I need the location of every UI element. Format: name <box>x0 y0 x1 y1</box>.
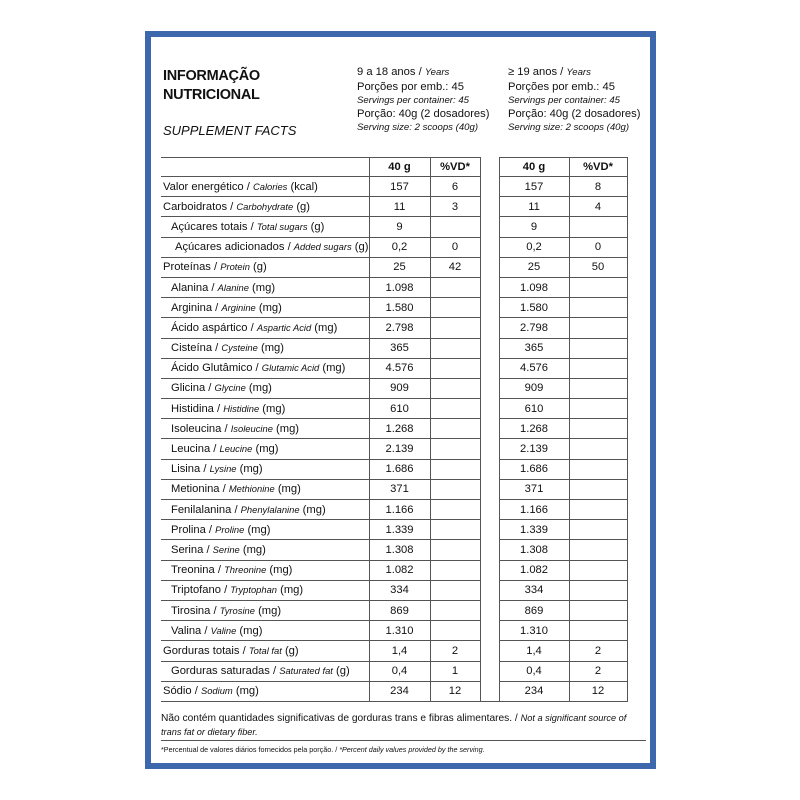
dv-a: 42 <box>430 257 480 277</box>
dv-footnote-en: *Percent daily values provided by the serving. <box>339 745 485 754</box>
amount-a: 610 <box>369 399 430 419</box>
nutrient-name-pt: Treonina / <box>171 564 221 577</box>
amount-b: 1.339 <box>499 520 569 540</box>
dv-a <box>430 459 480 479</box>
dv-b: 2 <box>569 641 627 661</box>
table-row <box>161 399 627 419</box>
nutrient-label <box>161 177 369 197</box>
amount-b: 157 <box>499 177 569 197</box>
amount-b: 9 <box>499 217 569 237</box>
amount-a: 234 <box>369 681 430 701</box>
table-row <box>161 318 627 338</box>
table-row <box>161 600 627 620</box>
column-gap <box>480 338 499 358</box>
amount-b: 1.082 <box>499 560 569 580</box>
column-gap <box>480 500 499 520</box>
nutrient-name-pt: Glicina / <box>171 382 212 395</box>
nutrient-unit: (g) <box>284 644 299 657</box>
dv-b <box>569 560 627 580</box>
dv-a <box>430 560 480 580</box>
dv-a: 2 <box>430 641 480 661</box>
amount-a: 1.268 <box>369 419 430 439</box>
column-gap <box>480 419 499 439</box>
nutrient-name-en: Serine <box>212 543 240 555</box>
dv-b <box>569 621 627 641</box>
nutrient-name-pt: Açúcares totais / <box>171 220 254 233</box>
nutrient-name-pt: Arginina / <box>171 301 219 314</box>
table-row <box>161 459 627 479</box>
group-a-age-en: Years <box>424 67 450 78</box>
nutrient-label <box>161 641 369 661</box>
table-row <box>161 520 627 540</box>
nutrient-unit: (kcal) <box>290 180 318 193</box>
table-row <box>161 378 627 398</box>
nutrient-unit: (mg) <box>255 443 279 456</box>
nutrient-name-en: Glutamic Acid <box>261 362 320 374</box>
dv-a <box>430 600 480 620</box>
table-row <box>161 439 627 459</box>
amount-a: 157 <box>369 177 430 197</box>
nutrient-name-en: Added sugars <box>293 241 352 253</box>
nutrient-name-en: Saturated fat <box>279 665 333 677</box>
title-line2: NUTRICIONAL <box>163 87 260 103</box>
nutrient-label <box>161 277 369 297</box>
dv-b <box>569 520 627 540</box>
nutrient-name-en: Protein <box>220 261 250 273</box>
nutrient-name-en: Tryptophan <box>230 584 278 596</box>
nutrient-name-pt: Ácido aspártico / <box>171 321 254 334</box>
nutrient-label <box>161 237 369 257</box>
amount-a: 1.310 <box>369 621 430 641</box>
nutrient-name-pt: Gorduras saturadas / <box>171 665 277 678</box>
nutrient-label <box>161 257 369 277</box>
nutrient-name-en: Isoleucine <box>230 422 273 434</box>
nutrient-unit: (mg) <box>242 543 266 556</box>
nutrient-label <box>161 399 369 419</box>
dv-b: 4 <box>569 197 627 217</box>
column-gap <box>480 177 499 197</box>
amount-b: 0,4 <box>499 661 569 681</box>
nutrient-name-en: Valine <box>210 624 237 636</box>
dv-a: 3 <box>430 197 480 217</box>
group-b-age: ≥ 19 anos / <box>508 66 564 78</box>
amount-a: 1.166 <box>369 500 430 520</box>
nutrient-label <box>161 298 369 318</box>
nutrient-name-pt: Histidina / <box>171 402 221 415</box>
amount-a: 365 <box>369 338 430 358</box>
column-gap <box>480 158 499 177</box>
column-gap <box>480 641 499 661</box>
nutrient-unit: (mg) <box>235 685 259 698</box>
nutrient-label <box>161 580 369 600</box>
nutrient-label <box>161 600 369 620</box>
group-a-age: 9 a 18 anos / <box>357 66 422 78</box>
amount-a: 4.576 <box>369 358 430 378</box>
nutrient-name-en: Threonine <box>224 564 267 576</box>
group-b-header <box>508 65 640 134</box>
nutrient-unit: (g) <box>336 665 350 678</box>
column-gap <box>480 378 499 398</box>
dv-b <box>569 399 627 419</box>
nutrition-table <box>161 157 628 702</box>
amount-a: 11 <box>369 197 430 217</box>
dv-b <box>569 459 627 479</box>
nutrient-unit: (mg) <box>252 281 276 294</box>
nutrient-name-pt: Cisteína / <box>171 342 219 355</box>
amount-b: 1.308 <box>499 540 569 560</box>
dv-b: 0 <box>569 237 627 257</box>
dv-a <box>430 439 480 459</box>
table-row <box>161 540 627 560</box>
amount-a: 0,2 <box>369 237 430 257</box>
table-row <box>161 338 627 358</box>
amount-a: 1.580 <box>369 298 430 318</box>
dv-a <box>430 500 480 520</box>
amount-a: 2.798 <box>369 318 430 338</box>
nutrient-name-en: Sodium <box>200 685 233 697</box>
dv-b <box>569 600 627 620</box>
nutrient-name-pt: Ácido Glutâmico / <box>171 362 259 375</box>
column-gap <box>480 318 499 338</box>
nutrient-label <box>161 338 369 358</box>
nutrient-unit: (mg) <box>322 362 346 375</box>
header-dv-b: %VD* <box>569 158 627 177</box>
column-gap <box>480 661 499 681</box>
table-row <box>161 661 627 681</box>
nutrient-name-pt: Leucina / <box>171 443 217 456</box>
dv-a: 1 <box>430 661 480 681</box>
nutrient-name-en: Aspartic Acid <box>256 321 312 333</box>
nutrient-name-en: Total fat <box>248 644 282 656</box>
amount-b: 11 <box>499 197 569 217</box>
amount-a: 1,4 <box>369 641 430 661</box>
dv-a: 6 <box>430 177 480 197</box>
nutrient-name-pt: Tirosina / <box>171 604 217 617</box>
table-header-row <box>161 158 627 177</box>
nutrient-name-pt: Proteínas / <box>163 261 218 274</box>
footnote-pt: Não contém quantidades significativas de gorduras trans e fibras alimentares. / <box>161 713 518 724</box>
amount-b: 1.310 <box>499 621 569 641</box>
dv-a <box>430 419 480 439</box>
amount-b: 1.686 <box>499 459 569 479</box>
table-row <box>161 681 627 701</box>
nutrient-unit: (mg) <box>280 584 304 597</box>
amount-a: 0,4 <box>369 661 430 681</box>
dv-b: 12 <box>569 681 627 701</box>
nutrient-label <box>161 378 369 398</box>
nutrient-unit: (mg) <box>247 523 271 536</box>
dv-a <box>430 580 480 600</box>
title-english: SUPPLEMENT FACTS <box>163 123 297 138</box>
footnote-en: Not a significant source of trans fat or dietary fiber. <box>161 713 627 737</box>
dv-b: 8 <box>569 177 627 197</box>
group-b-portion: Porção: 40g (2 dosadores) <box>508 108 641 120</box>
nutrient-unit: (g) <box>354 241 369 254</box>
amount-b: 1,4 <box>499 641 569 661</box>
amount-b: 909 <box>499 378 569 398</box>
footnote-divider <box>161 740 646 741</box>
nutrient-name-pt: Triptofano / <box>171 584 228 597</box>
dv-a: 0 <box>430 237 480 257</box>
column-gap <box>480 217 499 237</box>
header-label-cell <box>161 158 369 177</box>
group-a-portion-en: Serving size: 2 scoops (40g) <box>357 122 479 133</box>
group-a-portion: Porção: 40g (2 dosadores) <box>357 108 490 120</box>
amount-a: 1.339 <box>369 520 430 540</box>
nutrient-name-en: Carbohydrate <box>236 200 294 212</box>
amount-a: 25 <box>369 257 430 277</box>
column-gap <box>480 621 499 641</box>
dv-b <box>569 479 627 499</box>
amount-b: 334 <box>499 580 569 600</box>
nutrient-name-pt: Serina / <box>171 543 210 556</box>
amount-b: 4.576 <box>499 358 569 378</box>
table-row <box>161 197 627 217</box>
group-b-servings: Porções por emb.: 45 <box>508 81 615 93</box>
nutrient-label <box>161 479 369 499</box>
nutrient-name-en: Phenylalanine <box>240 503 300 515</box>
nutrient-name-en: Methionine <box>228 483 275 495</box>
nutrient-name-pt: Metionina / <box>171 483 226 496</box>
nutrient-name-en: Arginine <box>221 301 256 313</box>
table-row <box>161 479 627 499</box>
amount-b: 2.139 <box>499 439 569 459</box>
column-gap <box>480 237 499 257</box>
table-row <box>161 277 627 297</box>
amount-a: 9 <box>369 217 430 237</box>
nutrient-name-en: Cysteine <box>221 342 258 354</box>
table-row <box>161 298 627 318</box>
table-row <box>161 621 627 641</box>
nutrient-unit: (mg) <box>260 342 284 355</box>
nutrient-unit: (g) <box>296 200 310 213</box>
nutrient-name-pt: Valor energético / <box>163 180 250 193</box>
nutrient-name-en: Tyrosine <box>219 604 255 616</box>
column-gap <box>480 399 499 419</box>
dv-a <box>430 298 480 318</box>
nutrient-unit: (mg) <box>302 503 326 516</box>
dv-a <box>430 338 480 358</box>
nutrient-label <box>161 500 369 520</box>
table-row <box>161 358 627 378</box>
dv-b <box>569 580 627 600</box>
table-row <box>161 500 627 520</box>
dv-b <box>569 540 627 560</box>
nutrient-name-pt: Açúcares adicionados / <box>175 241 291 254</box>
dv-a <box>430 540 480 560</box>
dv-a <box>430 318 480 338</box>
amount-b: 1.166 <box>499 500 569 520</box>
dv-a <box>430 520 480 540</box>
dv-a <box>430 399 480 419</box>
nutrient-name-en: Total sugars <box>256 220 308 232</box>
amount-a: 1.686 <box>369 459 430 479</box>
group-b-servings-en: Servings per container: 45 <box>508 95 620 106</box>
column-gap <box>480 298 499 318</box>
dv-b <box>569 358 627 378</box>
amount-b: 869 <box>499 600 569 620</box>
column-gap <box>480 600 499 620</box>
nutrient-name-pt: Isoleucina / <box>171 422 228 435</box>
dv-b <box>569 500 627 520</box>
dv-b <box>569 298 627 318</box>
dv-b: 50 <box>569 257 627 277</box>
column-gap <box>480 459 499 479</box>
nutrient-label <box>161 318 369 338</box>
dv-a <box>430 358 480 378</box>
table-row <box>161 580 627 600</box>
nutrient-label <box>161 358 369 378</box>
group-b-portion-en: Serving size: 2 scoops (40g) <box>508 122 630 133</box>
dv-footnote <box>161 745 485 754</box>
amount-b: 1.580 <box>499 298 569 318</box>
amount-b: 25 <box>499 257 569 277</box>
amount-a: 909 <box>369 378 430 398</box>
header-amount-b: 40 g <box>499 158 569 177</box>
dv-a <box>430 378 480 398</box>
amount-b: 2.798 <box>499 318 569 338</box>
amount-b: 0,2 <box>499 237 569 257</box>
amount-a: 2.139 <box>369 439 430 459</box>
nutrient-label <box>161 197 369 217</box>
nutrient-name-en: Lysine <box>209 463 237 475</box>
column-gap <box>480 358 499 378</box>
dv-b <box>569 439 627 459</box>
nutrient-unit: (mg) <box>239 463 263 476</box>
column-gap <box>480 257 499 277</box>
nutrient-unit: (mg) <box>276 422 300 435</box>
nutrient-name-pt: Alanina / <box>171 281 215 294</box>
group-b-age-en: Years <box>566 67 591 78</box>
amount-b: 610 <box>499 399 569 419</box>
nutrient-name-en: Glycine <box>214 382 246 394</box>
title-line1: INFORMAÇÃO <box>163 68 260 84</box>
nutrient-unit: (mg) <box>248 382 272 395</box>
nutrient-unit: (mg) <box>277 483 301 496</box>
column-gap <box>480 479 499 499</box>
nutrient-label <box>161 661 369 681</box>
nutrient-label <box>161 217 369 237</box>
dv-a <box>430 217 480 237</box>
column-gap <box>480 681 499 701</box>
dv-footnote-pt: *Percentual de valores diários fornecidos pela porção. / <box>161 745 338 754</box>
dv-b <box>569 338 627 358</box>
column-gap <box>480 560 499 580</box>
nutrient-unit: (mg) <box>262 402 286 415</box>
header-amount-a: 40 g <box>369 158 430 177</box>
nutrient-name-pt: Prolina / <box>171 523 213 536</box>
nutrient-label <box>161 419 369 439</box>
amount-b: 1.268 <box>499 419 569 439</box>
dv-b <box>569 378 627 398</box>
column-gap <box>480 277 499 297</box>
column-gap <box>480 540 499 560</box>
table-row <box>161 177 627 197</box>
column-gap <box>480 439 499 459</box>
column-gap <box>480 520 499 540</box>
nutrient-unit: (g) <box>310 220 325 233</box>
table-row <box>161 257 627 277</box>
amount-a: 1.082 <box>369 560 430 580</box>
nutrient-name-pt: Gorduras totais / <box>163 644 246 657</box>
nutrient-unit: (mg) <box>258 301 282 314</box>
nutrient-unit: (mg) <box>269 564 293 577</box>
title <box>163 67 260 105</box>
amount-b: 371 <box>499 479 569 499</box>
nutrient-name-en: Histidine <box>223 402 260 414</box>
dv-b <box>569 318 627 338</box>
table-row <box>161 560 627 580</box>
amount-b: 1.098 <box>499 277 569 297</box>
amount-b: 365 <box>499 338 569 358</box>
nutrient-label <box>161 520 369 540</box>
amount-a: 1.098 <box>369 277 430 297</box>
nutrient-label <box>161 439 369 459</box>
nutrient-label <box>161 459 369 479</box>
amount-b: 234 <box>499 681 569 701</box>
dv-b <box>569 217 627 237</box>
dv-b <box>569 277 627 297</box>
dv-b: 2 <box>569 661 627 681</box>
dv-a: 12 <box>430 681 480 701</box>
dv-a <box>430 277 480 297</box>
nutrient-unit: (mg) <box>239 624 263 637</box>
table-row <box>161 419 627 439</box>
group-a-servings-en: Servings per container: 45 <box>357 95 469 106</box>
nutrient-name-pt: Fenilalanina / <box>171 503 238 516</box>
nutrient-name-pt: Sódio / <box>163 685 198 698</box>
amount-a: 869 <box>369 600 430 620</box>
amount-a: 371 <box>369 479 430 499</box>
table-row <box>161 237 627 257</box>
column-gap <box>480 580 499 600</box>
dv-a <box>430 479 480 499</box>
group-a-servings: Porções por emb.: 45 <box>357 81 464 93</box>
amount-a: 1.308 <box>369 540 430 560</box>
nutrient-name-pt: Carboidratos / <box>163 200 234 213</box>
nutrient-label <box>161 560 369 580</box>
table-row <box>161 641 627 661</box>
nutrient-label <box>161 681 369 701</box>
nutrient-name-en: Proline <box>215 523 245 535</box>
dv-a <box>430 621 480 641</box>
column-gap <box>480 197 499 217</box>
group-a-header <box>357 65 489 134</box>
nutrient-name-en: Leucine <box>219 443 253 455</box>
nutrient-unit: (mg) <box>258 604 282 617</box>
nutrient-name-pt: Valina / <box>171 624 208 637</box>
amount-a: 334 <box>369 580 430 600</box>
nutrient-name-en: Alanine <box>217 281 249 293</box>
header-dv-a: %VD* <box>430 158 480 177</box>
nutrient-label <box>161 621 369 641</box>
nutrient-unit: (g) <box>253 261 267 274</box>
dv-b <box>569 419 627 439</box>
nutrient-name-pt: Lisina / <box>171 463 207 476</box>
footnote <box>161 712 646 739</box>
table-row <box>161 217 627 237</box>
nutrient-name-en: Calories <box>252 180 288 192</box>
nutrient-label <box>161 540 369 560</box>
nutrient-unit: (mg) <box>314 321 338 334</box>
